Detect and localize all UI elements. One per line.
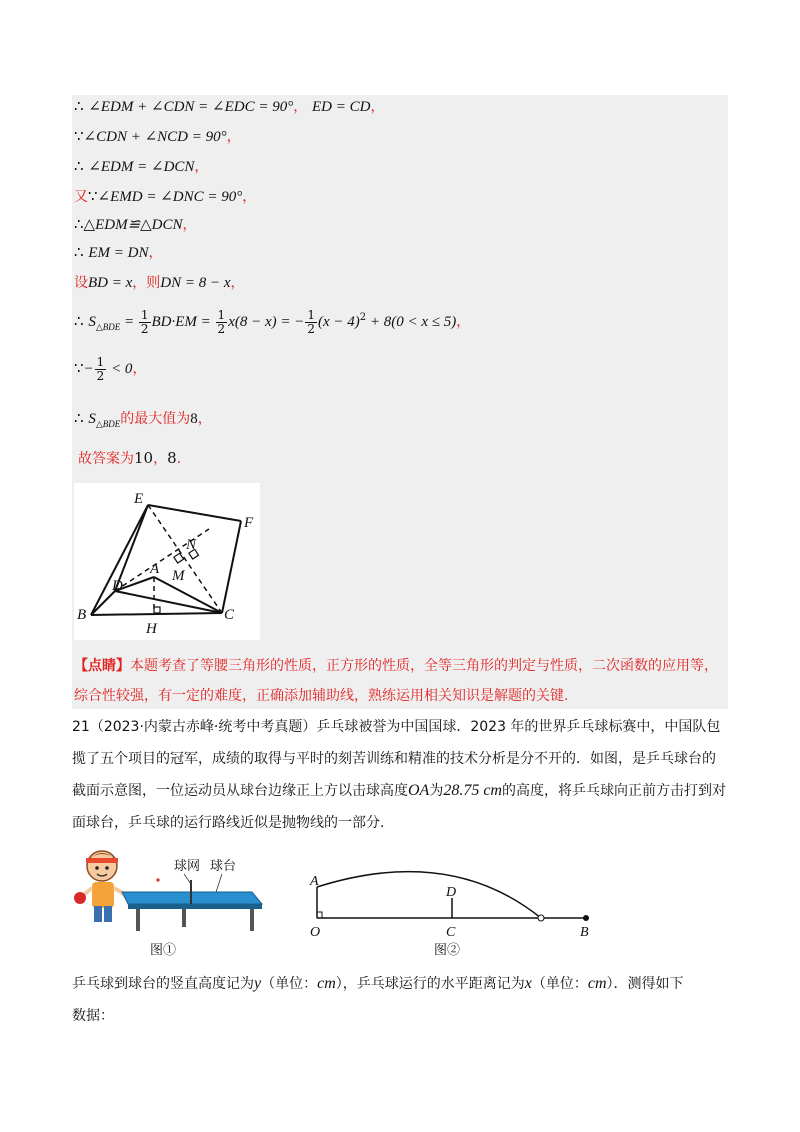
label-f: F: [244, 515, 254, 531]
note-text: 本题考查了等腰三角形的性质，正方形的性质，全等三角形的判定与性质，二次函数的应用等，综合性较强，有一定的难度，正确添加辅助线，熟练运用相关知识是解题的关键.: [74, 658, 718, 704]
connector-text: ，则: [132, 275, 161, 291]
math-expression: ∠EMD = ∠DNC = 90°: [97, 189, 243, 205]
punctuation: ，: [182, 217, 197, 233]
landing-point: [538, 915, 544, 921]
label-b: B: [580, 925, 589, 940]
table-illustration: [122, 880, 262, 931]
answer-value: 8: [190, 411, 198, 427]
minus-sign: −: [83, 361, 94, 377]
therefore-symbol: ∴: [74, 312, 84, 330]
ball-icon: [156, 878, 159, 881]
answer-value: 10: [134, 449, 154, 467]
math-oa: OA: [408, 782, 430, 799]
label-c: C: [446, 925, 456, 940]
point-b: [583, 915, 589, 921]
measure-text: ），乒乓球运行的水平距离记为: [335, 976, 525, 992]
solution-line-4: [74, 186, 256, 207]
player-illustration: [74, 851, 124, 922]
fraction-denominator: 2: [140, 321, 149, 336]
fraction-one-half: [139, 309, 151, 336]
equals-sign: =: [196, 314, 215, 330]
fraction-denominator: 2: [307, 321, 316, 336]
problem-text: 的高度，将乒乓球向正前方击打到对面球台，乒乓球的运行路线近似是抛物线的一部分.: [72, 783, 726, 831]
label-d: D: [446, 885, 457, 900]
figure-caption-2: 图②: [434, 942, 461, 957]
trajectory-parabola: [317, 872, 541, 918]
solution-line-11: [78, 448, 181, 469]
punctuation: ，: [242, 189, 257, 205]
area-subscript: △BDE: [95, 322, 121, 332]
solution-line-8: [74, 303, 470, 342]
net-label: 球网: [174, 858, 201, 873]
answer-text: 故答案为: [78, 451, 134, 467]
segment-ef: [148, 505, 241, 521]
therefore-symbol: ∴: [74, 97, 84, 115]
measure-text: 乒乓球到球台的竖直高度记为: [72, 976, 254, 992]
fraction-denominator: 2: [96, 368, 105, 383]
math-expression: BD = x: [88, 275, 133, 291]
figure-caption-1: 图①: [150, 942, 177, 957]
variable-x: x: [524, 975, 532, 992]
geometry-svg: [74, 483, 260, 640]
label-d: D: [112, 578, 123, 594]
solution-line-2: [74, 126, 241, 147]
punctuation: ，: [194, 159, 209, 175]
segment-be: [91, 505, 148, 615]
fraction-one-half: [305, 309, 317, 336]
area-symbol: S: [88, 411, 96, 427]
answer-text: 的最大值为: [120, 411, 191, 427]
measure-text: （单位：: [531, 976, 588, 992]
equals-sign: = −: [276, 314, 305, 330]
geometry-figure: [74, 483, 260, 640]
solution-line-3: [74, 156, 208, 177]
punctuation: ，: [226, 129, 241, 145]
fraction-numerator: 1: [96, 354, 105, 369]
segment-dc: [115, 591, 222, 613]
fraction-numerator: 1: [140, 307, 149, 322]
math-expression: △EDM≌△DCN: [83, 217, 183, 233]
segment-fc: [222, 521, 241, 613]
punctuation: ，: [293, 99, 308, 115]
math-expression: BD·EM: [151, 314, 197, 330]
key-point-note: [74, 651, 724, 711]
problem-text: 21（2023·内蒙古赤峰·统考中考真题）乒乓球被誉为中国国球．2023 年的世界乒乓球标赛中，中国队包揽了五个项目的冠军，成绩的取得与平时的刻苦训练和精准的技术分析是分不开的．如图，是乒乓球台的截面示意图，一位运动员从球台边缘正上方以击球高度: [72, 719, 721, 799]
punctuation: ，: [148, 245, 163, 261]
fraction-denominator: 2: [217, 321, 226, 336]
prefix-text: 又: [74, 189, 88, 205]
segment-ac: [154, 577, 222, 613]
label-a: A: [150, 561, 160, 577]
measure-text: ）．测得如下: [606, 976, 684, 992]
math-expression: ∠EDM + ∠CDN = ∠EDC = 90°: [88, 99, 294, 115]
therefore-symbol: ∴: [74, 409, 84, 427]
solution-line-7: [74, 272, 245, 293]
measure-text: （单位：: [261, 976, 318, 992]
segment-bd: [91, 591, 115, 615]
punctuation: ，: [132, 361, 147, 377]
fraction-one-half: [95, 356, 107, 383]
area-subscript: △BDE: [95, 419, 121, 429]
solution-line-9: [74, 353, 146, 384]
because-symbol: ∵: [74, 127, 84, 145]
punctuation: ，: [153, 451, 168, 467]
math-expression: EM = DN: [88, 245, 149, 261]
math-expression: (x − 4): [318, 314, 360, 330]
unit: cm: [587, 975, 607, 992]
label-c: C: [224, 607, 235, 623]
solution-line-1: [74, 96, 384, 117]
therefore-symbol: ∴: [74, 243, 84, 261]
label-e: E: [134, 491, 144, 507]
problem-21-text: [72, 711, 728, 839]
math-expression: ∠CDN + ∠NCD = 90°: [83, 129, 227, 145]
therefore-symbol: ∴: [74, 215, 84, 233]
fraction-numerator: 1: [217, 307, 226, 322]
table-label: 球台: [210, 858, 237, 873]
because-symbol: ∵: [74, 359, 84, 377]
because-symbol: ∵: [88, 187, 98, 205]
punctuation: ，: [456, 314, 471, 330]
label-o: O: [310, 925, 321, 940]
therefore-symbol: ∴: [74, 157, 84, 175]
math-expression: ∠EDM = ∠DCN: [88, 159, 195, 175]
fraction-one-half: [216, 309, 228, 336]
math-expression: DN = 8 − x: [160, 275, 231, 291]
prefix-text: 设: [74, 275, 88, 291]
math-expression: x(8 − x): [228, 314, 277, 330]
punctuation: ，: [197, 411, 212, 427]
dashed-ec: [148, 505, 222, 613]
right-angle-mark-m: [174, 553, 184, 563]
label-h: H: [146, 621, 157, 637]
label-b: B: [77, 607, 87, 623]
figure-trajectory-diagram: [300, 850, 610, 960]
measurement-text: [72, 968, 728, 1032]
measure-text: 数据：: [72, 1008, 114, 1024]
math-expression: ED = CD: [312, 99, 371, 115]
math-expression: < 0: [107, 361, 133, 377]
label-n: N: [186, 537, 197, 553]
note-tag: 【点睛】: [74, 658, 130, 674]
problem-text: 为: [429, 783, 444, 799]
height-value: 28.75 cm: [443, 782, 502, 799]
punctuation: .: [176, 451, 182, 467]
punctuation: ，: [370, 99, 385, 115]
equals-sign: =: [120, 314, 138, 330]
label-m: M: [172, 568, 185, 584]
label-a: A: [310, 874, 319, 889]
fraction-numerator: 1: [307, 307, 316, 322]
right-angle-mark-h: [154, 607, 160, 613]
math-expression: + 8(0 < x ≤ 5): [366, 314, 457, 330]
solution-line-10: [74, 408, 212, 434]
exponent: 2: [359, 312, 367, 323]
variable-y: y: [254, 975, 262, 992]
solution-line-6: [74, 242, 162, 263]
unit: cm: [317, 975, 336, 992]
punctuation: ，: [230, 275, 245, 291]
area-symbol: S: [88, 314, 96, 330]
answer-value: 8: [167, 449, 177, 467]
solution-line-5: [74, 214, 197, 235]
figure-ping-pong-illustration: [72, 840, 272, 960]
